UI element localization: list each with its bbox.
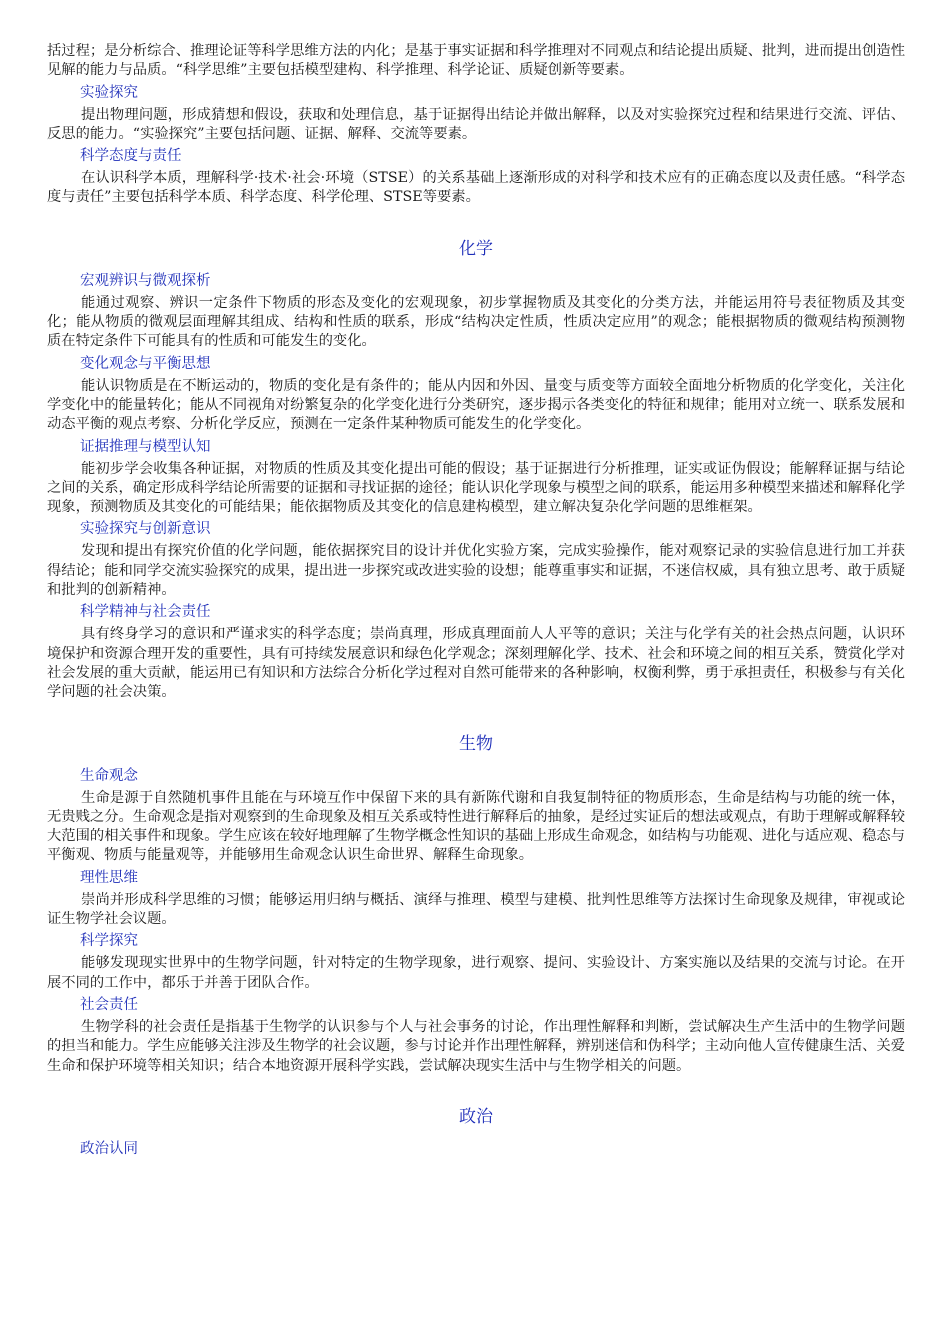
chemistry-heading-1: 宏观辨识与微观探析 [80,272,211,289]
chemistry-heading-2: 变化观念与平衡思想 [80,355,211,372]
politics-title: 政治 [459,1106,493,1127]
chemistry-section [47,238,905,703]
biology-heading-3: 科学探究 [80,933,138,950]
physics-section [47,84,905,208]
physics-text-experiment: 提出物理问题，形成猜想和假设，获取和处理信息，基于证据得出结论并做出解释，以及对实验探究过程和结果进行交流、评估、反思的能力。“实验探究”主要包括问题、证据、解释、交流等要素。 [47,106,905,142]
biology-heading-1: 生命观念 [80,767,138,784]
intro-paragraph: 括过程；是分析综合、推理论证等科学思维方法的内化；是基于事实证据和科学推理对不同观点和结论提出质疑、批判，进而提出创造性见解的能力与品质。“科学思维”主要包括模型建构、科学推理、科学论证、质疑创新等要素。 [47,43,905,79]
biology-text-2: 崇尚并形成科学思维的习惯；能够运用归纳与概括、演绎与推理、模型与建模、批判性思维等方法探讨生命现象及规律，审视或论证生物学社会议题。 [47,891,905,928]
biology-text-4: 生物学科的社会责任是指基于生物学的认识参与个人与社会事务的讨论，作出理性解释和判断，尝试解决生产生活中的生物学问题的担当和能力。学生应能够关注涉及生物学的社会议题，参与讨论并作出理性解释，辨别迷信和伪科学；主动向他人宣传健康生活、关爱生命和保护环境等相关知识；结合本地资源开展科学实践，尝试解决现实生活中与生物学相关的问题。 [47,1018,905,1074]
biology-section [47,733,905,1076]
physics-heading-experiment: 实验探究 [80,84,138,101]
chemistry-text-1: 能通过观察、辨识一定条件下物质的形态及变化的宏观现象，初步掌握物质及其变化的分类方法，并能运用符号表征物质及其变化；能从物质的微观层面理解其组成、结构和性质的联系，形成“结构决定性质，性质决定应用”的观念；能根据物质的微观结构预测物质在特定条件下可能具有的性质和可能发生的变化。 [47,294,905,350]
chemistry-heading-5: 科学精神与社会责任 [80,604,211,621]
chemistry-text-2: 能认识物质是在不断运动的，物质的变化是有条件的；能从内因和外因、量变与质变等方面较全面地分析物质的化学变化，关注化学变化中的能量转化；能从不同视角对纷繁复杂的化学变化进行分类研究，逐步揭示各类变化的特征和规律；能用对立统一、联系发展和动态平衡的观点考察、分析化学反应，预测在一定条件某种物质可能发生的化学变化。 [47,377,905,433]
politics-heading-1: 政治认同 [80,1140,138,1157]
chemistry-heading-3: 证据推理与模型认知 [80,438,211,455]
physics-text-attitude: 在认识科学本质，理解科学·技术·社会·环境（STSE）的关系基础上逐渐形成的对科学和技术应有的正确态度以及责任感。“科学态度与责任”主要包括科学本质、科学态度、科学伦理、STSE等要素。 [47,170,905,206]
chemistry-text-4: 发现和提出有探究价值的化学问题，能依据探究目的设计并优化实验方案，完成实验操作，能对观察记录的实验信息进行加工并获得结论；能和同学交流实验探究的成果，提出进一步探究或改进实验的设想；能尊重事实和证据，不迷信权威，具有独立思考、敢于质疑和批判的创新精神。 [47,543,905,599]
document-page [47,42,905,1162]
physics-heading-attitude: 科学态度与责任 [80,148,182,165]
biology-heading-4: 社会责任 [80,996,138,1013]
biology-heading-2: 理性思维 [80,869,138,886]
biology-title: 生物 [459,733,493,754]
biology-text-3: 能够发现现实世界中的生物学问题，针对特定的生物学现象，进行观察、提问、实验设计、方案实施以及结果的交流与讨论。在开展不同的工作中，都乐于并善于团队合作。 [47,955,905,991]
chemistry-text-5: 具有终身学习的意识和严谨求实的科学态度；崇尚真理，形成真理面前人人平等的意识；关注与化学有关的社会热点问题，认识环境保护和资源合理开发的重要性，具有可持续发展意识和绿色化学观念；深刻理解化学、技术、社会和环境之间的相互关系，赞赏化学对社会发展的重大贡献，能运用已有知识和方法综合分析化学过程对自然可能带来的各种影响，权衡利弊，勇于承担责任，积极参与有关化学问题的社会决策。 [47,626,905,701]
politics-section [47,1106,905,1159]
biology-text-1: 生命是源于自然随机事件且能在与环境互作中保留下来的具有新陈代谢和自我复制特征的物质形态，生命是结构与功能的统一体，无贵贱之分。生命观念是指对观察到的生命现象及相互关系或特性进行解释后的抽象，是经过实证后的想法或观点，有助于理解或解释较大范围的相关事件和现象。学生应该在较好地理解了生物学概念性知识的基础上形成生命观念，如结构与功能观、进化与适应观、稳态与平衡观、物质与能量观等，并能够用生命观念认识生命世界、解释生命现象。 [47,789,905,864]
chemistry-text-3: 能初步学会收集各种证据，对物质的性质及其变化提出可能的假设；基于证据进行分析推理，证实或证伪假设；能解释证据与结论之间的关系，确定形成科学结论所需要的证据和寻找证据的途径；能认识化学现象与模型之间的联系，能运用多种模型来描述和解释化学现象，预测物质及其变化的可能结果；能依据物质及其变化的信息建构模型，建立解决复杂化学问题的思维框架。 [47,460,905,516]
chemistry-title: 化学 [459,238,493,259]
chemistry-heading-4: 实验探究与创新意识 [80,521,211,538]
